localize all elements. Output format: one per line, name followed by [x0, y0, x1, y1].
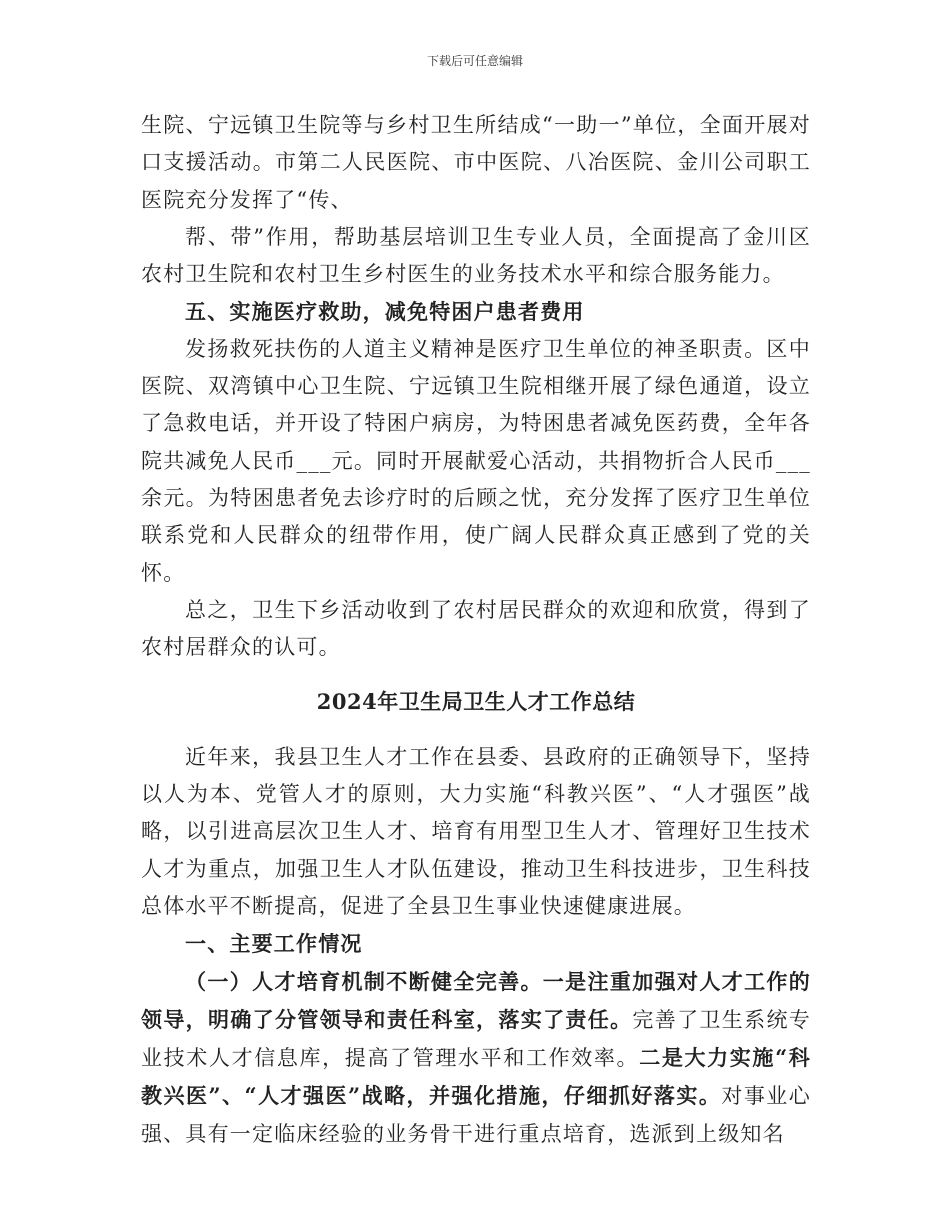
paragraph: 总之，卫生下乡活动收到了农村居民群众的欢迎和欣赏，得到了农村居群众的认可。 — [141, 597, 811, 660]
paragraph: 帮、带”作用，帮助基层培训卫生专业人员，全面提高了金川区农村卫生院和农村卫生乡村医生的业务技术水平和综合服务能力。 — [141, 224, 811, 287]
page-header: 下载后可任意编辑 — [426, 54, 523, 68]
section-heading: 五、实施医疗救助，减免特困户患者费用 — [185, 299, 585, 325]
bold-text: （一）人才培育机制不断健全完善。一是注重加强对人才工作的领导，明确了分管领导和责任科室，落实了责任。 — [141, 968, 811, 1032]
paragraph: 生院、宁远镇卫生院等与乡村卫生所结成“一助一”单位，全面开展对口支援活动。市第二人民医院、市中医院、八冶医院、金川公司职工医院充分发挥了“传、 — [141, 113, 811, 212]
section-heading: 一、主要工作情况 — [185, 931, 363, 957]
paragraph — [141, 963, 811, 1153]
bold-text: 二是大力实施“科教兴医”、“人才强医”战略，并强化措施，仔细抓好落实。 — [141, 1045, 811, 1109]
document-title: 2024年卫生局卫生人才工作总结 — [316, 689, 636, 715]
paragraph: 发扬救死扶伤的人道主义精神是医疗卫生单位的神圣职责。区中医院、双湾镇中心卫生院、宁远镇卫生院相继开展了绿色通道，设立了急救电话，并开设了特困户病房，为特困患者减免医药费，全年各院共减免人民币___元。同时开展献爱心活动，共捐物折合人民币___余元。为特困患者免去诊疗时的后顾之忧，充分发挥了医疗卫生单位联系党和人民群众的纽带作用，使广阔人民群众真正感到了党的关怀。 — [141, 336, 811, 585]
document-body — [141, 107, 811, 1153]
body-text: 对事业心强、具有一定临床经验的业务骨干进行重点培育，选派到上级知名 — [141, 1084, 811, 1146]
body-text: 完善了卫生系统专业技术人才信息库，提高了管理水平和工作效率。 — [141, 1007, 811, 1071]
paragraph: 近年来，我县卫生人才工作在县委、县政府的正确领导下，坚持以人为本、党管人才的原则，大力实施“科教兴医”、“人才强医”战略，以引进高层次卫生人才、培育有用型卫生人才、管理好卫生技术人才为重点，加强卫生人才队伍建设，推动卫生科技进步，卫生科技总体水平不断提高，促进了全县卫生事业快速健康进展。 — [141, 744, 811, 918]
